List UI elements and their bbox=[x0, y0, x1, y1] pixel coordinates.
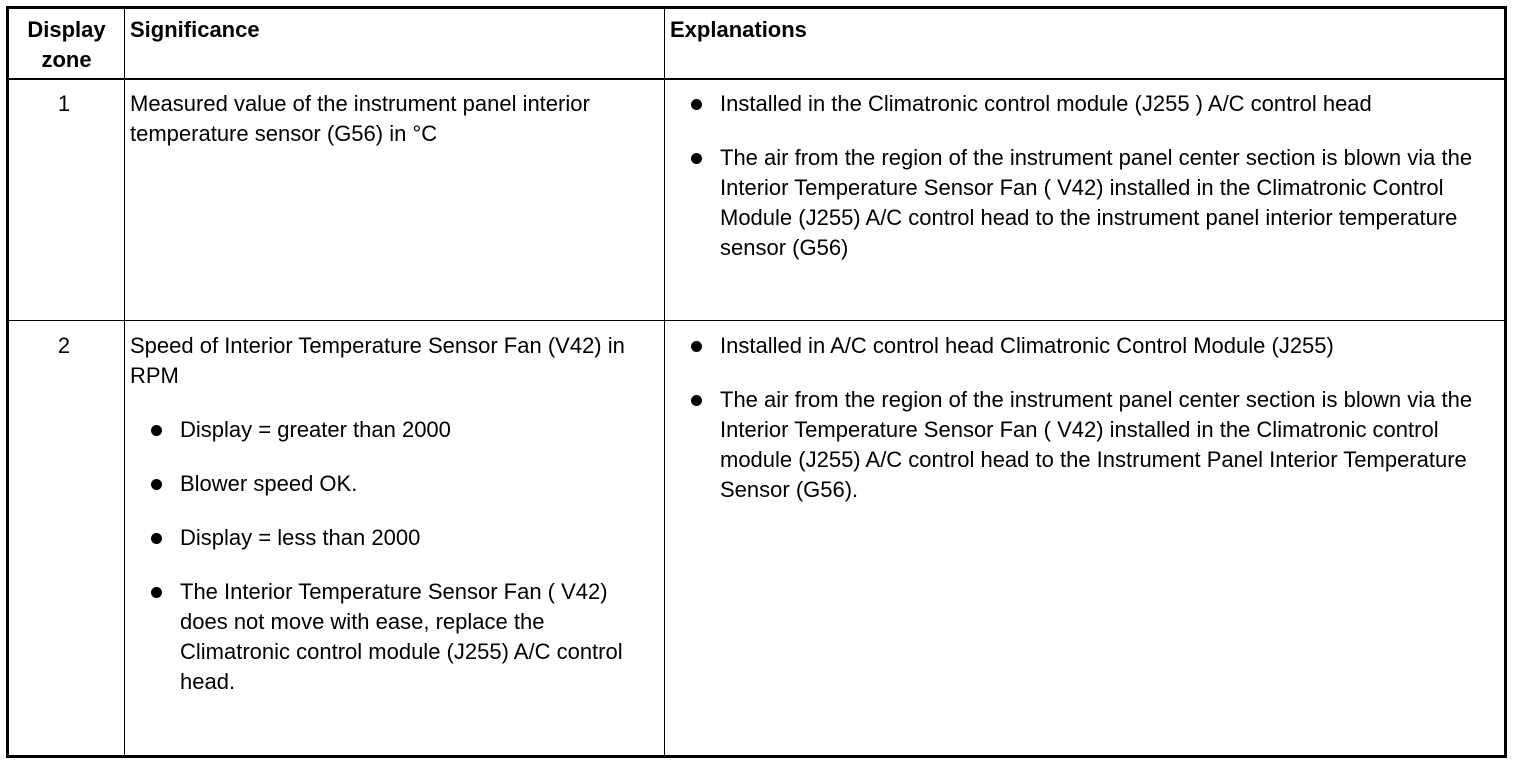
bullet-icon bbox=[151, 587, 162, 598]
row-2-significance-bullet bbox=[130, 469, 660, 499]
display-zone-table bbox=[6, 6, 1507, 758]
row-2-significance-bullet-text-1: Display = greater than 2000 bbox=[180, 417, 451, 442]
row-1-explanation-text-2: The air from the region of the instrument panel center section is blown via the Interior Temperature Sensor Fan ( V42) installed in the Climatronic Control Module (J255) A/C control head to the instrument panel interior temperature sensor (G56) bbox=[720, 145, 1473, 260]
bullet-icon bbox=[691, 99, 702, 110]
header-display-zone-line1: Display bbox=[27, 17, 106, 42]
row-2-explanations bbox=[670, 331, 1505, 505]
header-divider bbox=[9, 78, 1504, 80]
column-divider-1 bbox=[124, 9, 125, 755]
row-1-explanation-item bbox=[670, 143, 1505, 263]
row-1-explanation-item bbox=[670, 89, 1505, 119]
row-1-zone: 1 bbox=[57, 91, 71, 116]
row-1-explanation-text-1: Installed in the Climatronic control module (J255 ) A/C control head bbox=[720, 91, 1372, 116]
bullet-icon bbox=[691, 395, 702, 406]
header-explanations: Explanations bbox=[670, 17, 807, 42]
bullet-icon bbox=[151, 479, 162, 490]
header-display-zone-line2: zone bbox=[41, 47, 92, 72]
header-significance: Significance bbox=[130, 17, 260, 42]
row-2-explanation-item bbox=[670, 331, 1505, 361]
row-2-significance-bullet-text-2: Blower speed OK. bbox=[180, 471, 358, 496]
row-2-significance-bullet-text-3: Display = less than 2000 bbox=[180, 525, 421, 550]
row-2-explanation-text-1: Installed in A/C control head Climatronic Control Module (J255) bbox=[720, 333, 1334, 358]
bullet-icon bbox=[691, 153, 702, 164]
row-divider bbox=[9, 320, 1504, 321]
header-display-zone-full bbox=[0, 0, 1, 1]
row-1-significance: Measured value of the instrument panel interior temperature sensor (G56) in °C bbox=[130, 91, 590, 146]
bullet-icon bbox=[151, 533, 162, 544]
row-2-zone: 2 bbox=[57, 333, 71, 358]
row-2-significance-bullet bbox=[130, 523, 660, 553]
row-1-explanations bbox=[670, 89, 1505, 263]
row-2-significance-text: Speed of Interior Temperature Sensor Fan (V42) in RPM bbox=[130, 333, 625, 388]
row-2-significance-bullet-text-4: The Interior Temperature Sensor Fan ( V42) does not move with ease, replace the Climatronic control module (J255) A/C control head. bbox=[180, 579, 623, 694]
row-2-explanation-item bbox=[670, 385, 1505, 505]
bullet-icon bbox=[151, 425, 162, 436]
row-2-significance-bullet bbox=[130, 415, 660, 445]
row-2-significance-bullet bbox=[130, 577, 660, 697]
header-display-zone bbox=[9, 15, 124, 75]
row-2-explanation-text-2: The air from the region of the instrument panel center section is blown via the Interior Temperature Sensor Fan ( V42) installed in the Climatronic control module (J255) A/C control head to the Instrument Panel Interior Temperature Sensor (G56). bbox=[720, 387, 1473, 502]
column-divider-2 bbox=[664, 9, 665, 755]
row-2-significance bbox=[130, 331, 660, 697]
bullet-icon bbox=[691, 341, 702, 352]
